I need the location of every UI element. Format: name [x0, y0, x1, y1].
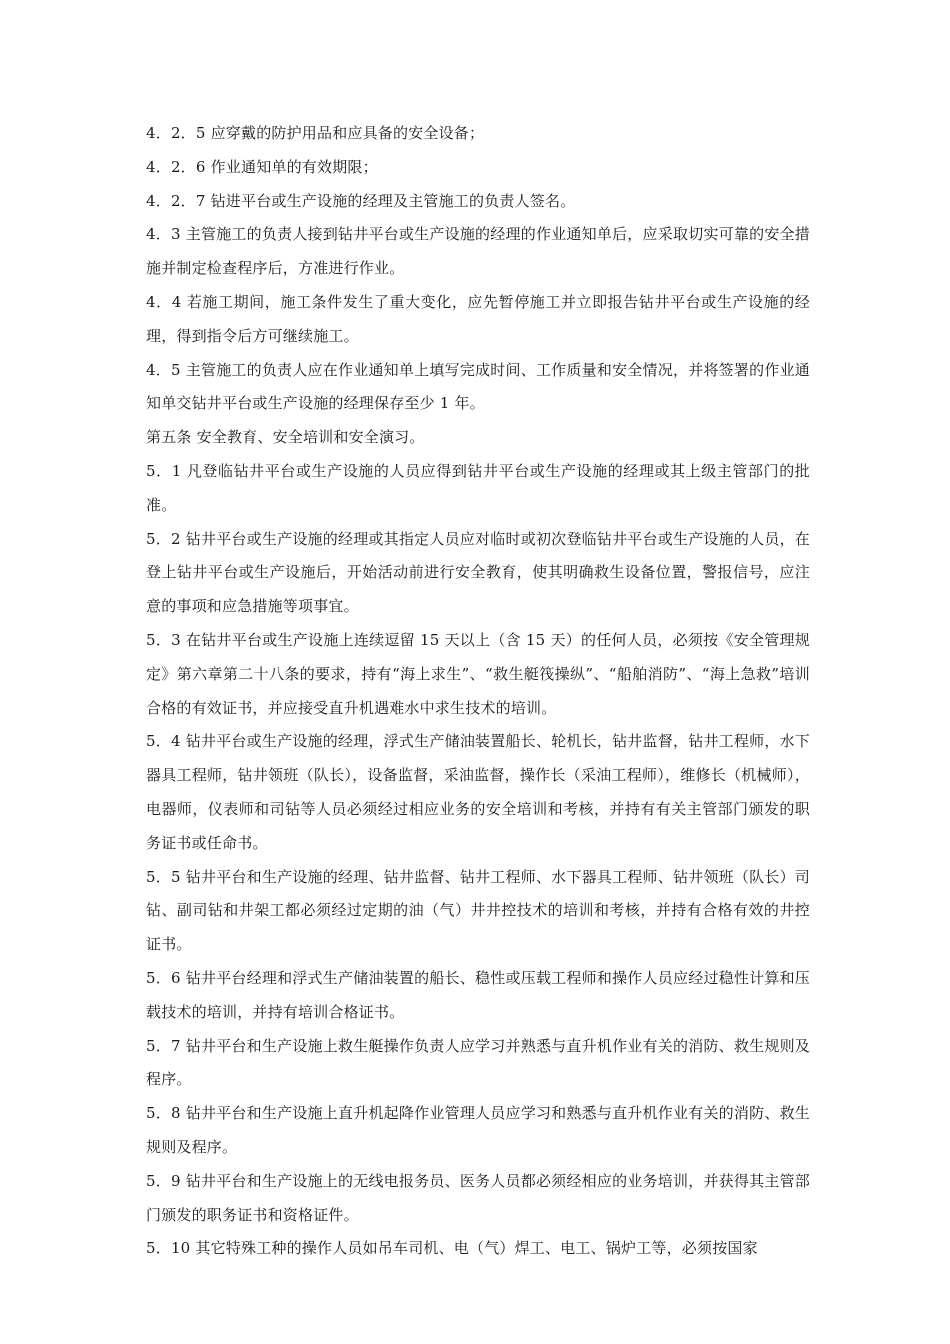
document-body — [146, 117, 810, 1266]
clause-4-4: 4．4 若施工期间，施工条件发生了重大变化，应先暂停施工并立即报告钻井平台或生产设施的经理，得到指令后方可继续施工。 — [146, 292, 810, 345]
clause-5-7: 5．7 钻井平台和生产设施上救生艇操作负责人应学习并熟悉与直升机作业有关的消防、救生规则及程序。 — [146, 1036, 810, 1089]
clause-4-2-7: 4．2．7 钻进平台或生产设施的经理及主管施工的负责人签名。 — [146, 191, 576, 210]
clause-5-1: 5．1 凡登临钻井平台或生产设施的人员应得到钻井平台或生产设施的经理或其上级主管部门的批准。 — [146, 461, 810, 514]
clause-5-6: 5．6 钻井平台经理和浮式生产储油装置的船长、稳性或压载工程师和操作人员应经过稳性计算和压载技术的培训，并持有培训合格证书。 — [146, 968, 810, 1021]
clause-4-5: 4．5 主管施工的负责人应在作业通知单上填写完成时间、工作质量和安全情况，并将签署的作业通知单交钻井平台或生产设施的经理保存至少 1 年。 — [146, 360, 810, 413]
clause-5-4: 5．4 钻井平台或生产设施的经理，浮式生产储油装置船长、轮机长，钻井监督，钻井工程师，水下器具工程师，钻井领班（队长），设备监督，采油监督，操作长（采油工程师），维修长（机械师），电器师，仪表师和司钻等人员必须经过相应业务的安全培训和考核，并持有有关主管部门颁发的职务证书或任命书。 — [146, 732, 810, 852]
clause-4-2-6: 4．2．6 作业通知单的有效期限； — [146, 157, 378, 176]
clause-5-10: 5．10 其它特殊工种的操作人员如吊车司机、电（气）焊工、电工、锅炉工等，必须按国家 — [146, 1239, 758, 1258]
clause-5-5: 5．5 钻井平台和生产设施的经理、钻井监督、钻井工程师、水下器具工程师、钻井领班（队长）司钻、副司钻和井架工都必须经过定期的油（气）井井控技术的培训和考核，并持有合格有效的井控证书。 — [146, 867, 810, 954]
clause-4-3: 4．3 主管施工的负责人接到钻井平台或生产设施的经理的作业通知单后，应采取切实可靠的安全措施并制定检查程序后，方准进行作业。 — [146, 225, 810, 278]
clause-5-3: 5．3 在钻井平台或生产设施上连续逗留 15 天以上（含 15 天）的任何人员，必须按《安全管理规定》第六章第二十八条的要求，持有“海上求生”、“救生艇筏操纵”、“船舶消防”、“海上急救”培训合格的有效证书，并应接受直升机遇难水中求生技术的培训。 — [146, 630, 810, 717]
article-5-heading: 第五条 安全教育、安全培训和安全演习。 — [146, 428, 425, 447]
clause-4-2-5: 4．2．5 应穿戴的防护用品和应具备的安全设备； — [146, 124, 485, 142]
clause-5-9: 5．9 钻井平台和生产设施上的无线电报务员、医务人员都必须经相应的业务培训，并获得其主管部门颁发的职务证书和资格证件。 — [146, 1171, 810, 1224]
clause-5-8: 5．8 钻井平台和生产设施上直升机起降作业管理人员应学习和熟悉与直升机作业有关的消防、救生规则及程序。 — [146, 1104, 810, 1156]
clause-5-2: 5．2 钻井平台或生产设施的经理或其指定人员应对临时或初次登临钻井平台或生产设施的人员，在登上钻井平台或生产设施后，开始活动前进行安全教育，使其明确救生设备位置，警报信号，应注意的事项和应急措施等项事宜。 — [146, 529, 810, 616]
